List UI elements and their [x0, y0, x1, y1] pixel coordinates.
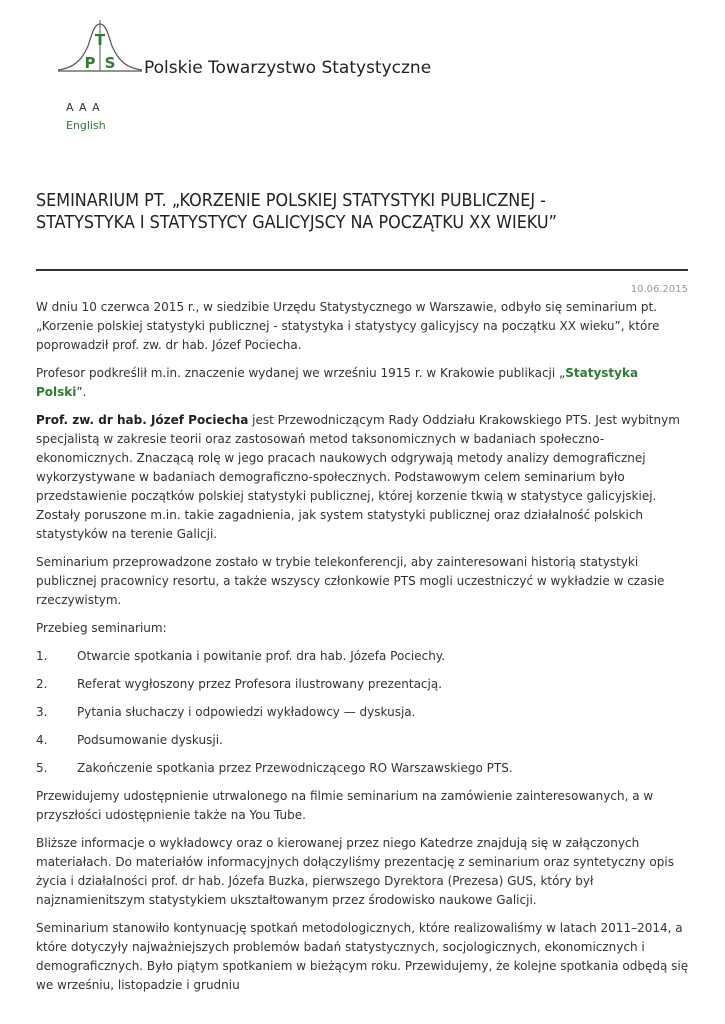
font-size-controls — [66, 101, 102, 114]
title-divider — [36, 269, 688, 271]
article-title — [36, 190, 698, 234]
list-item-text: Pytania słuchaczy i odpowiedzi wykładowcy — dyskusja. — [77, 705, 416, 719]
list-item — [36, 675, 691, 694]
list-item-number: 2. — [36, 677, 48, 691]
list-item — [36, 731, 691, 750]
font-size-small-button[interactable]: A — [66, 101, 74, 114]
article-body — [36, 298, 691, 1004]
list-item-number: 4. — [36, 733, 48, 747]
paragraph-publication — [36, 364, 691, 402]
speaker-name: Prof. zw. dr hab. Józef Pociecha — [36, 413, 249, 427]
logo-letter-s: S — [104, 54, 116, 72]
paragraph-teleconference: Seminarium przeprowadzone zostało w trybie telekonferencji, aby zainteresowani historią statystyki publicznej pracownicy resortu, a także wszyscy członkowie PTS mogli uczestniczyć w wykładzie w czasie rzeczywistym. — [36, 555, 665, 607]
paragraph-publication-text: Profesor podkreślił m.in. znaczenie wydanej we wrześniu 1915 r. w Krakowie publikacji „ — [36, 366, 566, 380]
list-item — [36, 647, 691, 666]
site-title[interactable]: Polskie Towarzystwo Statystyczne — [144, 58, 432, 78]
list-item — [36, 703, 691, 722]
list-item-text: Referat wygłoszony przez Profesora ilustrowany prezentacją. — [77, 677, 443, 691]
list-item-text: Otwarcie spotkania i powitanie prof. dra hab. Józefa Pociechy. — [77, 649, 446, 663]
publication-link[interactable]: Statystyka Polski — [36, 366, 639, 399]
paragraph-publication-end: ”. — [76, 385, 87, 399]
list-item-number: 3. — [36, 705, 48, 719]
paragraph-video: Przewidujemy udostępnienie utrwalonego na filmie seminarium na zamówienie zainteresowanych, a w przyszłości udostępnienie także na You Tube. — [36, 789, 654, 822]
list-item-number: 1. — [36, 649, 48, 663]
article-title-line-1: SEMINARIUM PT. „KORZENIE POLSKIEJ STATYSTYKI PUBLICZNEJ - — [36, 191, 546, 211]
list-item — [36, 759, 691, 778]
agenda-list — [36, 647, 691, 778]
list-item-number: 5. — [36, 761, 48, 775]
logo-letter-p: P — [84, 54, 96, 72]
speaker-bio: jest Przewodniczącym Rady Oddziału Krakowskiego PTS. Jest wybitnym specjalistą w zakresie teorii oraz zastosowań metod taksonomicznych w badaniach społeczno-ekonomicznych. Znaczącą rolę w jego pracach naukowych odgrywają metody analizy demograficznej wykorzystywane w badaniach demograficzno-społecznych. Podstawowym celem seminarium było przedstawienie początków polskiej statystyki publicznej, której korzenie tkwią w statystyce galicyjskiej. Zostały poruszone m.in. takie zagadnienia, jak system statystyki publicznej oraz działalność polskich statystyków na terenie Galicji. — [36, 413, 680, 541]
list-item-text: Zakończenie spotkania przez Przewodniczącego RO Warszawskiego PTS. — [77, 761, 513, 775]
paragraph-materials: Bliższe informacje o wykładowcy oraz o kierowanej przez niego Katedrze znajdują się w załączonych materiałach. Do materiałów informacyjnych dołączyliśmy prezentację z seminarium oraz syntetyczny opis życia i działalności prof. dr hab. Józefa Buzka, pierwszego Dyrektora (Prezesa) GUS, który był najznamienitszym statystykiem ukształtowanym przez środowisko naukowe Galicji. — [36, 836, 674, 907]
logo-letter-t: T — [94, 31, 106, 49]
article-date: 10.06.2015 — [630, 284, 688, 295]
article-title-line-2: STATYSTYKA I STATYSTYCY GALICYJSCY NA POCZĄTKU XX WIEKU” — [36, 213, 557, 233]
paragraph-continuation: Seminarium stanowiło kontynuację spotkań metodologicznych, które realizowaliśmy w latach 2011–2014, a które dotyczyły najważniejszych problemów badań statystycznych, socjologicznych, ekonomicznych i demograficznych. Było piątym spotkaniem w bieżącym roku. Przewidujemy, że kolejne spotkania odbędą się we wrześniu, listopadzie i grudniu — [36, 921, 689, 992]
font-size-medium-button[interactable]: A — [79, 101, 87, 114]
paragraph-agenda-heading: Przebieg seminarium: — [36, 621, 167, 635]
font-size-large-button[interactable]: A — [92, 101, 100, 114]
pts-logo — [56, 18, 144, 76]
paragraph-intro: W dniu 10 czerwca 2015 r., w siedzibie Urzędu Statystycznego w Warszawie, odbyło się seminarium pt. „Korzenie polskiej statystyki publicznej - statystyka i statystycy galicyjscy na początku XX wieku”, które poprowadził prof. zw. dr hab. Józef Pociecha. — [36, 300, 660, 352]
language-link-english[interactable]: English — [66, 119, 106, 132]
list-item-text: Podsumowanie dyskusji. — [77, 733, 223, 747]
site-header — [56, 18, 696, 78]
paragraph-speaker — [36, 411, 691, 544]
